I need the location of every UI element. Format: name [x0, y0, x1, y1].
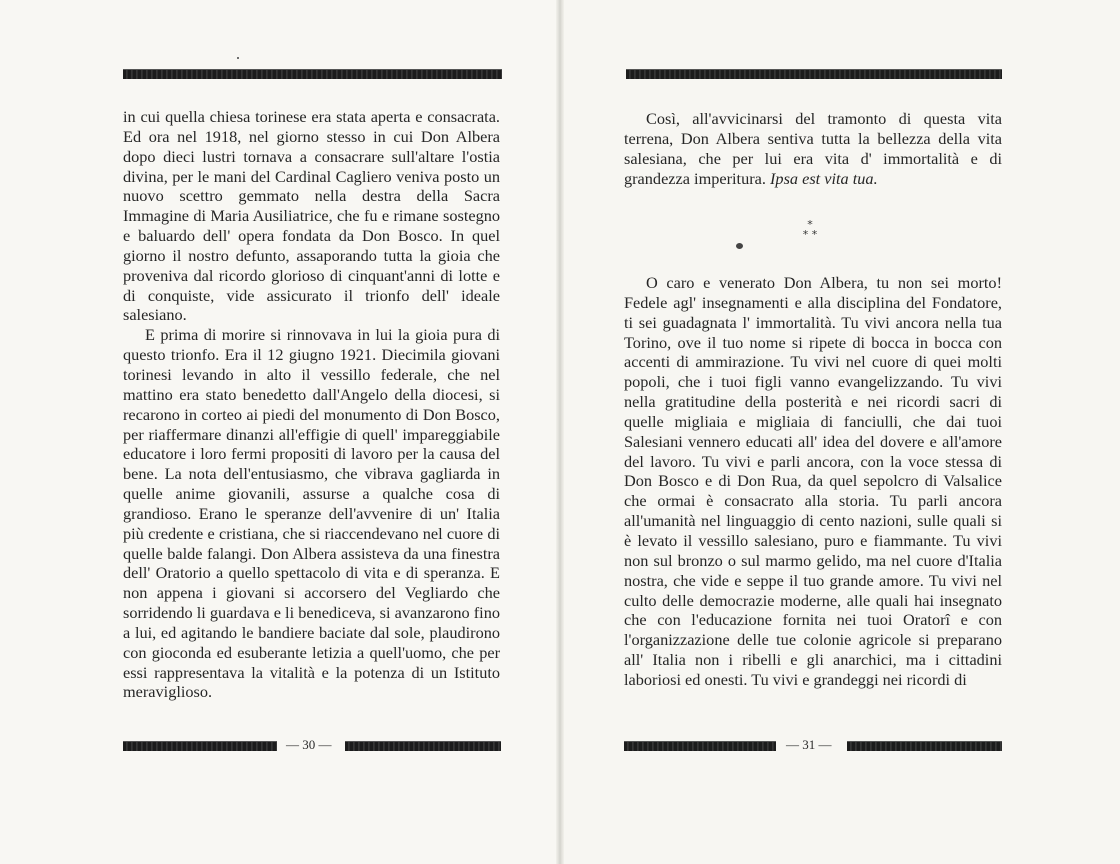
- asterism-top: *: [807, 218, 813, 231]
- right-page: [560, 0, 1120, 864]
- ink-blot: [736, 243, 743, 249]
- header-rule-right: [626, 69, 1002, 79]
- right-paragraph-1: [624, 109, 1002, 188]
- left-page-text: [123, 107, 500, 702]
- footer-rule-right-a: [624, 741, 776, 751]
- right-paragraph-1-italic: Ipsa est vita tua.: [770, 168, 878, 188]
- footer-rule-left-b: [345, 741, 501, 751]
- right-paragraph-1-text: Così, all'avvicinarsi del tramonto di questa vita terrena, Don Albera sentiva tutta la bellezza della vita salesiana, che per lui era vita d' immortalità e di grandezza imperitura.: [624, 109, 1002, 188]
- header-rule-left: [123, 69, 502, 79]
- page-speck: [237, 57, 239, 59]
- left-paragraph-2: E prima di morire si rinnovava in lui la gioia pura di questo trionfo. Era il 12 giugno 1921. Diecimila giovani torinesi levando in alto il vessillo federale, che nel mattino era stato benedetto dall'Angelo della diocesi, si recarono in corteo ai piedi del monumento di Don Bosco, per riaffermare dinanzi all'effigie di quell' impareggiabile educatore i loro fermi propositi di lavoro per la causa del bene. La nota dell'entusiasmo, che vibrava gagliarda in quelle anime giovanili, assurse a qualche cosa di grandioso. Erano le speranze dell'avvenire di un' Italia più credente e cristiana, che si riaccendevano nel cuore di quelle balde falangi. Don Albera assisteva da una finestra dell' Oratorio a quello spettacolo di vita e di speranza. E non appena i giovani si accorsero del Vegliardo che sorridendo li guardava e li benediceva, si avanzarono fino a lui, ed agitando le bandiere baciate dal sole, plaudirono con gioconda ed esuberante letizia a quell'uomo, che per essi rappresentava la vitalità e la potenza di un Istituto meraviglioso.: [123, 325, 500, 702]
- asterism-bottom: * *: [802, 228, 818, 241]
- right-page-text-top: [624, 109, 1002, 188]
- right-paragraph-2: O caro e venerato Don Albera, tu non sei morto! Fedele agl' insegnamenti e alla disciplina del Fondatore, ti sei guadagnata l' immortalità. Tu vivi ancora nella tua Torino, ove il tuo nome si ripete di bocca in bocca con accenti di ammirazione. Tu vivi nel cuore di quei molti popoli, che i tuoi figli vanno evangelizzando. Tu vivi nella gratitudine della posterità e nei ricordi sacri di quelle migliaia e migliaia di fanciulli, che dai tuoi Salesiani vennero educati all' idea del dovere e all'amore del lavoro. Tu vivi e parli ancora, con la voce stessa di Don Bosco e di Don Rua, da quel sepolcro di Valsalice che ormai è consacrato alla storia. Tu parli ancora all'umanità nel linguaggio di cento nazioni, sulle quali si è levato il vessillo salesiano, puro e fiammante. Tu vivi non sul bronzo o sul marmo gelido, ma nel cuore d'Italia nostra, che vide e seppe il tuo grande amore. Tu vivi nel culto delle democrazie moderne, alle quali hai insegnato che con l'educazione fornita nei tuoi Oratorî e con l'organizzazione delle tue colonie agricole si preparano all' Italia non i ribelli e gli anarchici, ma i cittadini laboriosi ed onesti. Tu vivi e grandeggi nei ricordi di: [624, 273, 1002, 689]
- asterism-divider: [795, 220, 825, 240]
- left-paragraph-1: in cui quella chiesa torinese era stata aperta e consacrata. Ed ora nel 1918, nel giorno stesso in cui Don Albera dopo dieci lustri tornava a consacrare sull'altare l'ostia divina, per le mani del Cardinal Cagliero veniva posto un nuovo scettro gemmato nella destra della Sacra Immagine di Maria Ausiliatrice, che fu e rimane sostegno e baluardo dell' opera fondata da Don Bosco. In quel giorno il nostro defunto, assaporando tutta la gioia che proveniva dal ricordo glorioso di cinquant'anni di lotte e di conquiste, vide assicurato il trionfo dell' ideale salesiano.: [123, 107, 500, 325]
- footer-rule-left-a: [123, 741, 277, 751]
- footer-rule-right-b: [847, 741, 1002, 751]
- page-number-right: — 31 —: [786, 737, 832, 752]
- right-page-text-bottom: [624, 273, 1002, 690]
- page-number-left: — 30 —: [286, 737, 332, 752]
